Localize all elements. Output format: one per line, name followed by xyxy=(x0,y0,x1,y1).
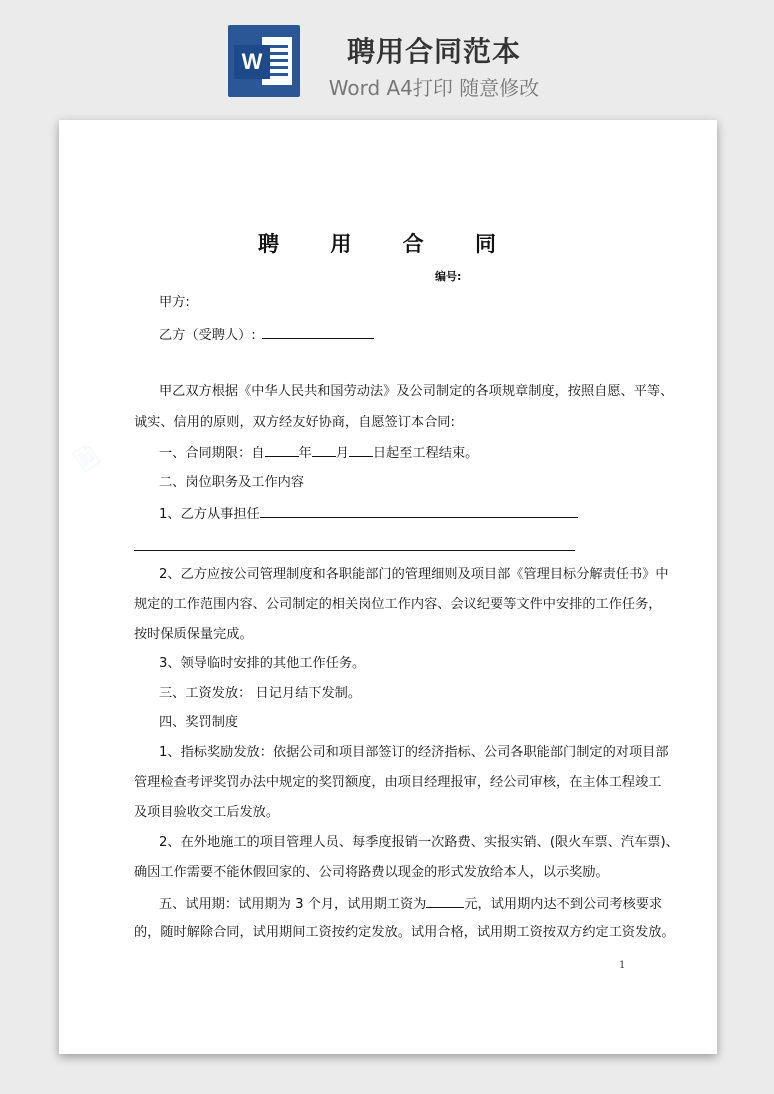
page-number: 1 xyxy=(619,960,626,971)
section-5-line-2: 的，随时解除合同，试用期间工资按约定发放。试用合格，试用期工资按双方约定工资发放。 xyxy=(134,925,675,940)
probation-wage-blank xyxy=(426,894,464,908)
clause-2-3: 3、领导临时安排的其他工作任务。 xyxy=(159,656,366,671)
year-label: 年 xyxy=(298,446,312,461)
section-4-heading: 四、奖罚制度 xyxy=(159,715,239,730)
serial-number-label: 编号: xyxy=(435,270,462,283)
year-blank xyxy=(265,443,299,457)
word-badge: W xyxy=(234,45,270,79)
day-blank xyxy=(349,443,373,457)
duty-row xyxy=(159,504,578,524)
banner-title: 聘用合同范本 xyxy=(346,35,521,68)
term-from-label: 一、合同期限：自 xyxy=(159,446,265,461)
probation-label: 五、试用期：试用期为 3 个月，试用期工资为 xyxy=(159,897,427,912)
section-5-row xyxy=(159,894,662,914)
document-page: 🗎 聘 用 合 同 编号: 甲方: 乙方（受聘人）: 甲乙双方根据《中华人民共和国劳动法》及公司制定的各项规章制度，按照自愿、平等、 诚实、信用的原则，双方经友好协商，自愿签订本合同: 一、合同期限：自 年 月 日起至工程结束。 二、岗位职务及工作内容 1、乙方从事担任 2、乙方应按公司管理制度和各职能部门的管理细则及项目部《管理目标分解责任书》中 规定的工作范围内容、公司制定的相关岗位工作内容、会议纪要等文件中安排的工作任务， 按时保质保量完成。 3、领导临时安排的其他工作任务。 三、工资发放： 日记月结下发制。 四、奖罚制度 1、指标奖励发放：依据公司和项目部签订的经济指标、公司各职能部门制定的对项目部 管理检查考评奖罚办法中规定的奖罚额度，由项目经理报审，经公司审核，在主体工程竣工 及项目验收交工后发放。 2、在外地施工的项目管理人员、每季度报销一次路费、实报实销、(限火车票、汽车票)、 确因工作需要不能休假回家的、公司将路费以现金的形式发放给本人，以示奖励。 五、试用期：试用期为 3 个月，试用期工资为 元，试用期内达不到公司考核要求 的，随时解除合同，试用期间工资按约定发放。试用合格，试用期工资按双方约定工资发放。 1 xyxy=(59,120,717,1054)
section-2-heading: 二、岗位职务及工作内容 xyxy=(159,475,305,490)
term-row xyxy=(159,443,478,463)
document-title: 聘 用 合 同 xyxy=(258,232,518,256)
clause-4-1-line-1: 1、指标奖励发放：依据公司和项目部签订的经济指标、公司各职能部门制定的对项目部 xyxy=(159,745,669,760)
clause-4-1-line-3: 及项目验收交工后发放。 xyxy=(134,805,280,820)
party-a-label: 甲方: xyxy=(159,295,190,310)
probation-label-end: 元，试用期内达不到公司考核要求 xyxy=(464,897,663,912)
term-end-label: 日起至工程结束。 xyxy=(372,446,479,461)
clause-4-2-line-1: 2、在外地施工的项目管理人员、每季度报销一次路费、实报实销、(限火车票、汽车票)、 xyxy=(159,835,679,850)
duty-blank-line xyxy=(134,550,575,551)
header-banner xyxy=(0,0,774,110)
intro-line-2: 诚实、信用的原则，双方经友好协商，自愿签订本合同: xyxy=(134,415,455,430)
clause-4-2-line-2: 确因工作需要不能休假回家的、公司将路费以现金的形式发放给本人，以示奖励。 xyxy=(134,865,609,880)
clause-4-1-line-2: 管理检查考评奖罚办法中规定的奖罚额度，由项目经理报审，经公司审核，在主体工程竣工 xyxy=(134,775,662,790)
duty-blank xyxy=(260,504,578,518)
party-b-blank xyxy=(262,325,374,339)
month-label: 月 xyxy=(335,446,349,461)
section-3-wages: 三、工资发放： 日记月结下发制。 xyxy=(159,686,362,701)
clause-2-2-line-2: 规定的工作范围内容、公司制定的相关岗位工作内容、会议纪要等文件中安排的工作任务， xyxy=(134,597,662,612)
party-b-label: 乙方（受聘人）: xyxy=(159,328,256,343)
banner-subtitle: Word A4打印 随意修改 xyxy=(328,76,540,100)
word-icon xyxy=(228,25,300,97)
month-blank xyxy=(312,443,336,457)
duty-label: 1、乙方从事担任 xyxy=(159,507,260,522)
intro-line-1: 甲乙双方根据《中华人民共和国劳动法》及公司制定的各项规章制度，按照自愿、平等、 xyxy=(159,384,674,399)
clause-2-2-line-1: 2、乙方应按公司管理制度和各职能部门的管理细则及项目部《管理目标分解责任书》中 xyxy=(159,567,669,582)
clause-2-2-line-3: 按时保质保量完成。 xyxy=(134,627,253,642)
party-b-row xyxy=(159,325,374,345)
